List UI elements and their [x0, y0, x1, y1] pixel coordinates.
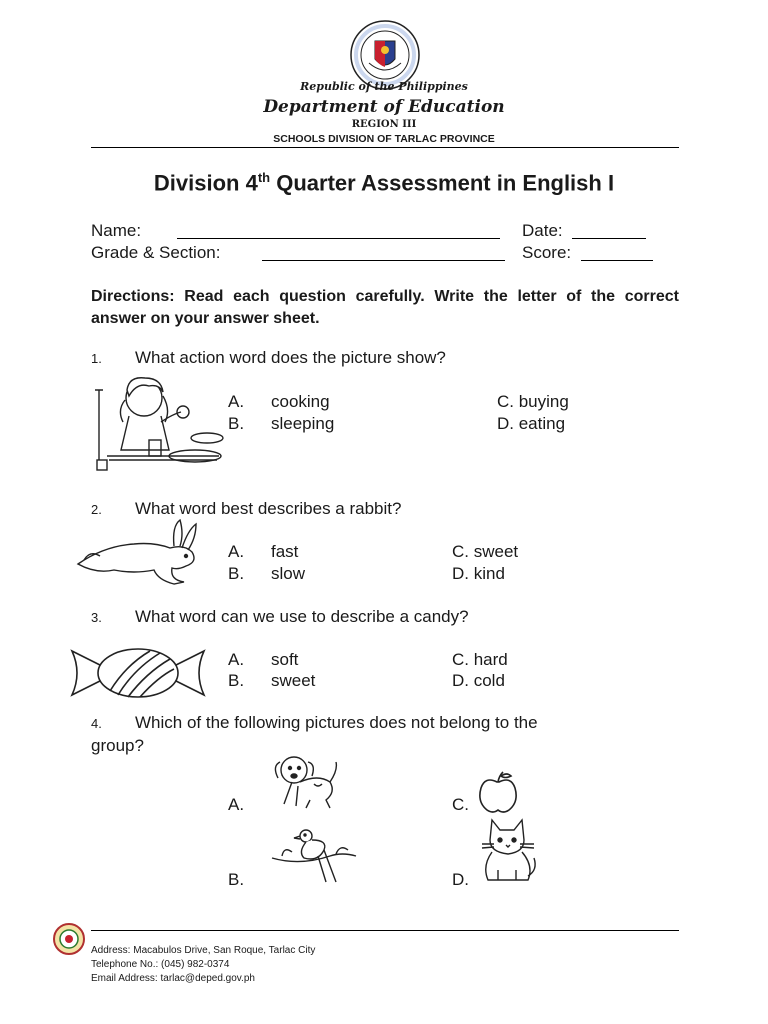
bird-image — [270, 826, 358, 886]
grade-section-field[interactable] — [262, 246, 505, 261]
q3-option-a-letter: A. — [228, 650, 245, 669]
q2-option-b-text: slow — [271, 564, 306, 583]
date-label: Date: — [522, 221, 563, 240]
q3-option-b-text: sweet — [271, 671, 316, 690]
q1-option-b-letter: B. — [228, 414, 245, 433]
footer-telephone: Telephone No.: (045) 982-0374 — [91, 959, 230, 970]
question-2: 2. What word best describes a rabbit? — [91, 499, 402, 518]
division-heading: SCHOOLS DIVISION OF TARLAC PROVINCE — [273, 133, 495, 145]
q4-option-c: C. — [452, 795, 469, 814]
region-heading: REGION III — [351, 119, 417, 130]
footer-divider — [91, 930, 679, 931]
q1-option-b-text: sleeping — [271, 414, 335, 433]
q1-option-a-letter: A. — [228, 392, 245, 411]
date-field[interactable] — [572, 224, 646, 239]
question-4: 4. Which of the following pictures does not belong to the — [91, 713, 538, 732]
q2-option-a-text: fast — [271, 542, 299, 561]
q2-option-c: C. sweet — [452, 542, 519, 561]
name-field[interactable] — [177, 224, 500, 239]
rabbit-image — [74, 516, 206, 588]
q4-option-b: B. — [228, 870, 245, 889]
q3-option-c: C. hard — [452, 650, 508, 669]
q1-option-c: C. buying — [497, 392, 569, 411]
q4-option-d: D. — [452, 870, 469, 889]
question-4-line2: group? — [91, 736, 144, 755]
q4-option-a: A. — [228, 795, 245, 814]
name-label: Name: — [91, 221, 142, 240]
q3-option-b-letter: B. — [228, 671, 245, 690]
score-field[interactable] — [581, 246, 653, 261]
directions-text: Directions: Read each question carefully. Write the letter of the correct answer on your answer sheet. — [91, 288, 679, 327]
kitten-image — [478, 814, 540, 886]
header-divider — [91, 147, 679, 148]
q2-option-a-letter: A. — [228, 542, 245, 561]
q2-option-b-letter: B. — [228, 564, 245, 583]
puppy-image — [270, 752, 340, 812]
footer-email: Email Address: tarlac@deped.gov.ph — [91, 973, 255, 984]
page-title: Division 4th Quarter Assessment in English I — [153, 170, 615, 196]
republic-heading: Republic of the Philippines — [300, 80, 468, 93]
q3-option-d: D. cold — [452, 671, 505, 690]
score-label: Score: — [522, 243, 572, 262]
candy-image — [70, 645, 206, 701]
department-heading: Department of Education — [263, 97, 505, 117]
division-seal-logo — [53, 923, 85, 955]
q1-option-a-text: cooking — [271, 392, 330, 411]
question-3: 3. What word can we use to describe a candy? — [91, 607, 469, 626]
footer-address: Address: Macabulos Drive, San Roque, Tarlac City — [91, 945, 316, 956]
question-1: 1. What action word does the picture show? — [91, 348, 446, 367]
q3-option-a-text: soft — [271, 650, 299, 669]
q1-option-d: D. eating — [497, 414, 566, 433]
apple-image — [475, 770, 521, 816]
q2-option-d: D. kind — [452, 564, 505, 583]
grade-section-label: Grade & Section: — [91, 243, 221, 262]
girl-eating-image — [89, 370, 227, 474]
